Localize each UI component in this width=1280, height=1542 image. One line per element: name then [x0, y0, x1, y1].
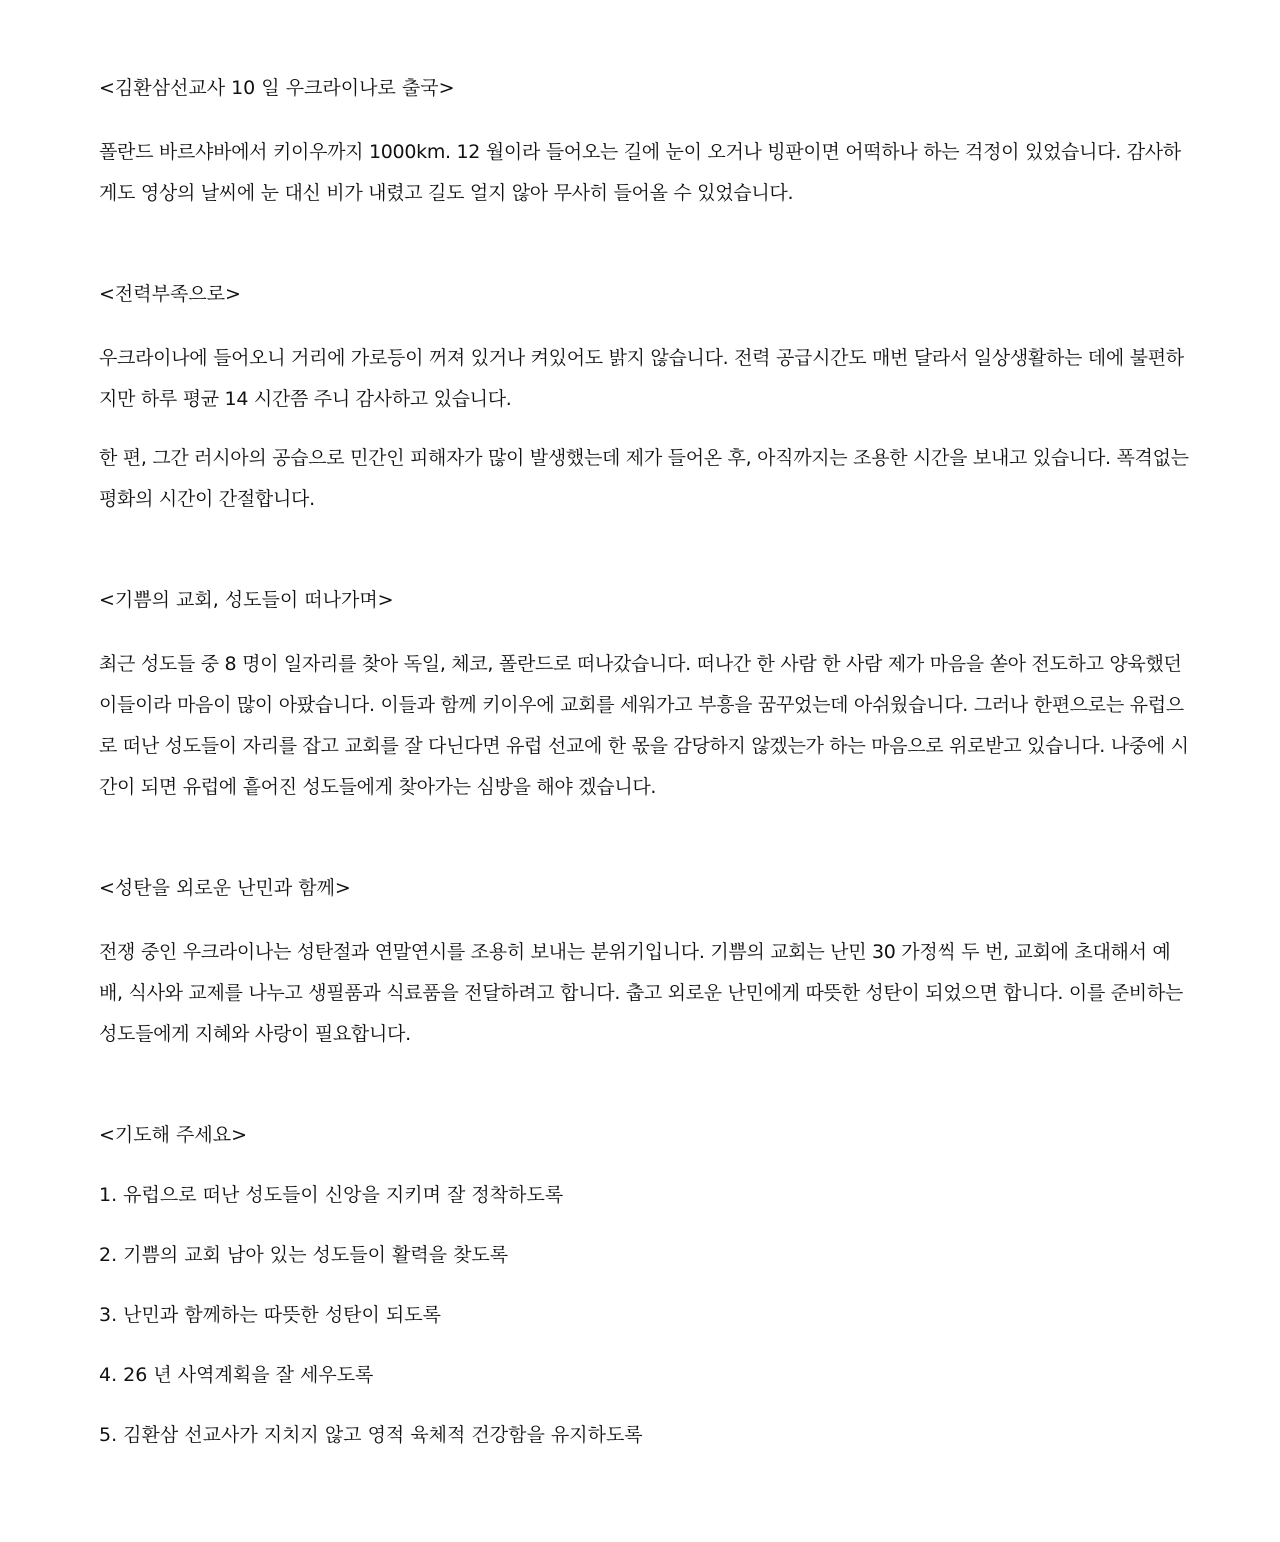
- section-church-members: [99, 584, 1189, 808]
- section-heading: <전력부족으로>: [99, 283, 241, 305]
- paragraph: 폴란드 바르샤바에서 키이우까지 1000km. 12 월이라 들어오는 길에 눈이 오거나 빙판이면 어떡하나 하는 걱정이 있었습니다. 감사하게도 영상의 날씨에 눈 대신 비가 내렸고 길도 얼지 않아 무사히 들어올 수 있었습니다.: [99, 141, 1181, 204]
- prayer-item: 5. 김환삼 선교사가 지치지 않고 영적 육체적 건강함을 유지하도록: [99, 1424, 643, 1446]
- section-heading: <기쁨의 교회, 성도들이 떠나가며>: [99, 589, 394, 611]
- prayer-item: 2. 기쁨의 교회 남아 있는 성도들이 활력을 찾도록: [99, 1244, 509, 1266]
- section-heading: <기도해 주세요>: [99, 1124, 248, 1146]
- prayer-item: 3. 난민과 함께하는 따뜻한 성탄이 되도록: [99, 1304, 441, 1326]
- paragraph: 한 편, 그간 러시아의 공습으로 민간인 피해자가 많이 발생했는데 제가 들어온 후, 아직까지는 조용한 시간을 보내고 있습니다. 폭격없는 평화의 시간이 간절합니다.: [99, 447, 1189, 510]
- prayer-item: 4. 26 년 사역계획을 잘 세우도록: [99, 1364, 374, 1386]
- section-heading: <김환삼선교사 10 일 우크라이나로 출국>: [99, 77, 455, 99]
- section-spacer: [99, 538, 1189, 584]
- section-spacer: [99, 232, 1189, 278]
- section-heading: <성탄을 외로운 난민과 함께>: [99, 877, 351, 899]
- section-power-shortage: [99, 278, 1189, 520]
- paragraph: 전쟁 중인 우크라이나는 성탄절과 연말연시를 조용히 보내는 분위기입니다. 기쁨의 교회는 난민 30 가정씩 두 번, 교회에 초대해서 예배, 식사와 교제를 나누고 생필품과 식료품을 전달하려고 합니다. 춥고 외로운 난민에게 따뜻한 성탄이 되었으면 합니다. 이를 준비하는 성도들에게 지혜와 사랑이 필요합니다.: [99, 941, 1183, 1045]
- section-departure: [99, 72, 1189, 214]
- paragraph: 우크라이나에 들어오니 거리에 가로등이 꺼져 있거나 켜있어도 밝지 않습니다. 전력 공급시간도 매번 달라서 일상생활하는 데에 불편하지만 하루 평균 14 시간쯤 주니 감사하고 있습니다.: [99, 347, 1184, 410]
- section-prayer-requests: [99, 1119, 1189, 1451]
- section-spacer: [99, 1073, 1189, 1119]
- document-body: [99, 72, 1189, 1479]
- prayer-item: 1. 유럽으로 떠난 성도들이 신앙을 지키며 잘 정착하도록: [99, 1184, 564, 1206]
- paragraph: 최근 성도들 중 8 명이 일자리를 찾아 독일, 체코, 폴란드로 떠나갔습니다. 떠나간 한 사람 한 사람 제가 마음을 쏟아 전도하고 양육했던 이들이라 마음이 많이 아팠습니다. 이들과 함께 키이우에 교회를 세워가고 부흥을 꿈꾸었는데 아쉬웠습니다. 그러나 한편으로는 유럽으로 떠난 성도들이 자리를 잡고 교회를 잘 다닌다면 유럽 선교에 한 몫을 감당하지 않겠는가 하는 마음으로 위로받고 있습니다. 나중에 시간이 되면 유럽에 흩어진 성도들에게 찾아가는 심방을 해야 겠습니다.: [99, 653, 1189, 798]
- section-spacer: [99, 826, 1189, 872]
- prayer-list: [99, 1179, 1189, 1451]
- section-christmas-refugees: [99, 872, 1189, 1055]
